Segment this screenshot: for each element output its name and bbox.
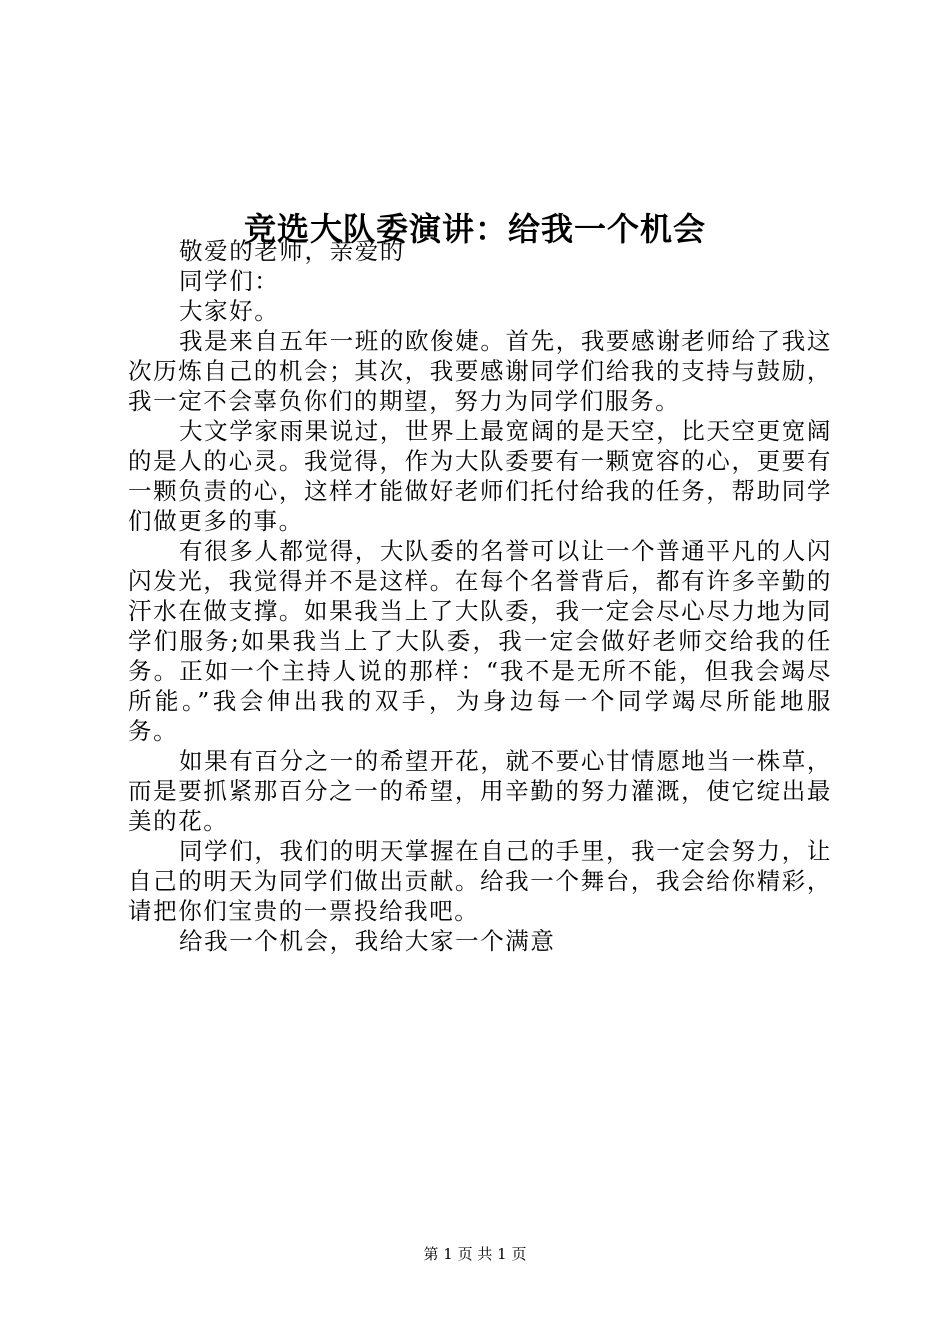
paragraph-salutation-1: 敬爱的老师，亲爱的: [179, 237, 405, 265]
paragraph-closing: 给我一个机会，我给大家一个满意: [179, 927, 556, 955]
paragraph-greeting: 大家好。: [179, 297, 280, 325]
paragraph-honor: 有很多人都觉得，大队委的名誉可以让一个普通平凡的人闪闪发光，我觉得并不是这样。在每个名誉背后，都有许多辛勤的汗水在做支撑。如果我当上了大队委，我一定会尽心尽力地为同学们服务;如果我当上了大队委，我一定会做好老师交给我的任务。正如一个主持人说的那样：“我不是无所不能，但我会竭尽所能。”我会伸出我的双手，为身边每一个同学竭尽所能地服务。: [128, 537, 832, 745]
paragraph-hope: 如果有百分之一的希望开花，就不要心甘情愿地当一株草，而是要抓紧那百分之一的希望，用辛勤的努力灌溉，使它绽出最美的花。: [128, 747, 832, 835]
paragraph-hugo-quote: 大文学家雨果说过，世界上最宽阔的是天空，比天空更宽阔的是人的心灵。我觉得，作为大队委要有一颗宽容的心，更要有一颗负责的心，这样才能做好老师们托付给我的任务，帮助同学们做更多的事。: [128, 417, 832, 535]
document-body: [128, 236, 832, 956]
page-title: 竞选大队委演讲：给我一个机会: [243, 210, 706, 249]
paragraph-appeal: 同学们，我们的明天掌握在自己的手里，我一定会努力，让自己的明天为同学们做出贡献。给我一个舞台，我会给你精彩，请把你们宝贵的一票投给我吧。: [128, 837, 832, 925]
page-footer: 第 1 页 共 1 页: [423, 1245, 527, 1263]
paragraph-introduction: 我是来自五年一班的欧俊婕。首先，我要感谢老师给了我这次历炼自己的机会；其次，我要感谢同学们给我的支持与鼓励，我一定不会辜负你们的期望，努力为同学们服务。: [128, 327, 832, 415]
paragraph-salutation-2: 同学们：: [179, 267, 280, 295]
